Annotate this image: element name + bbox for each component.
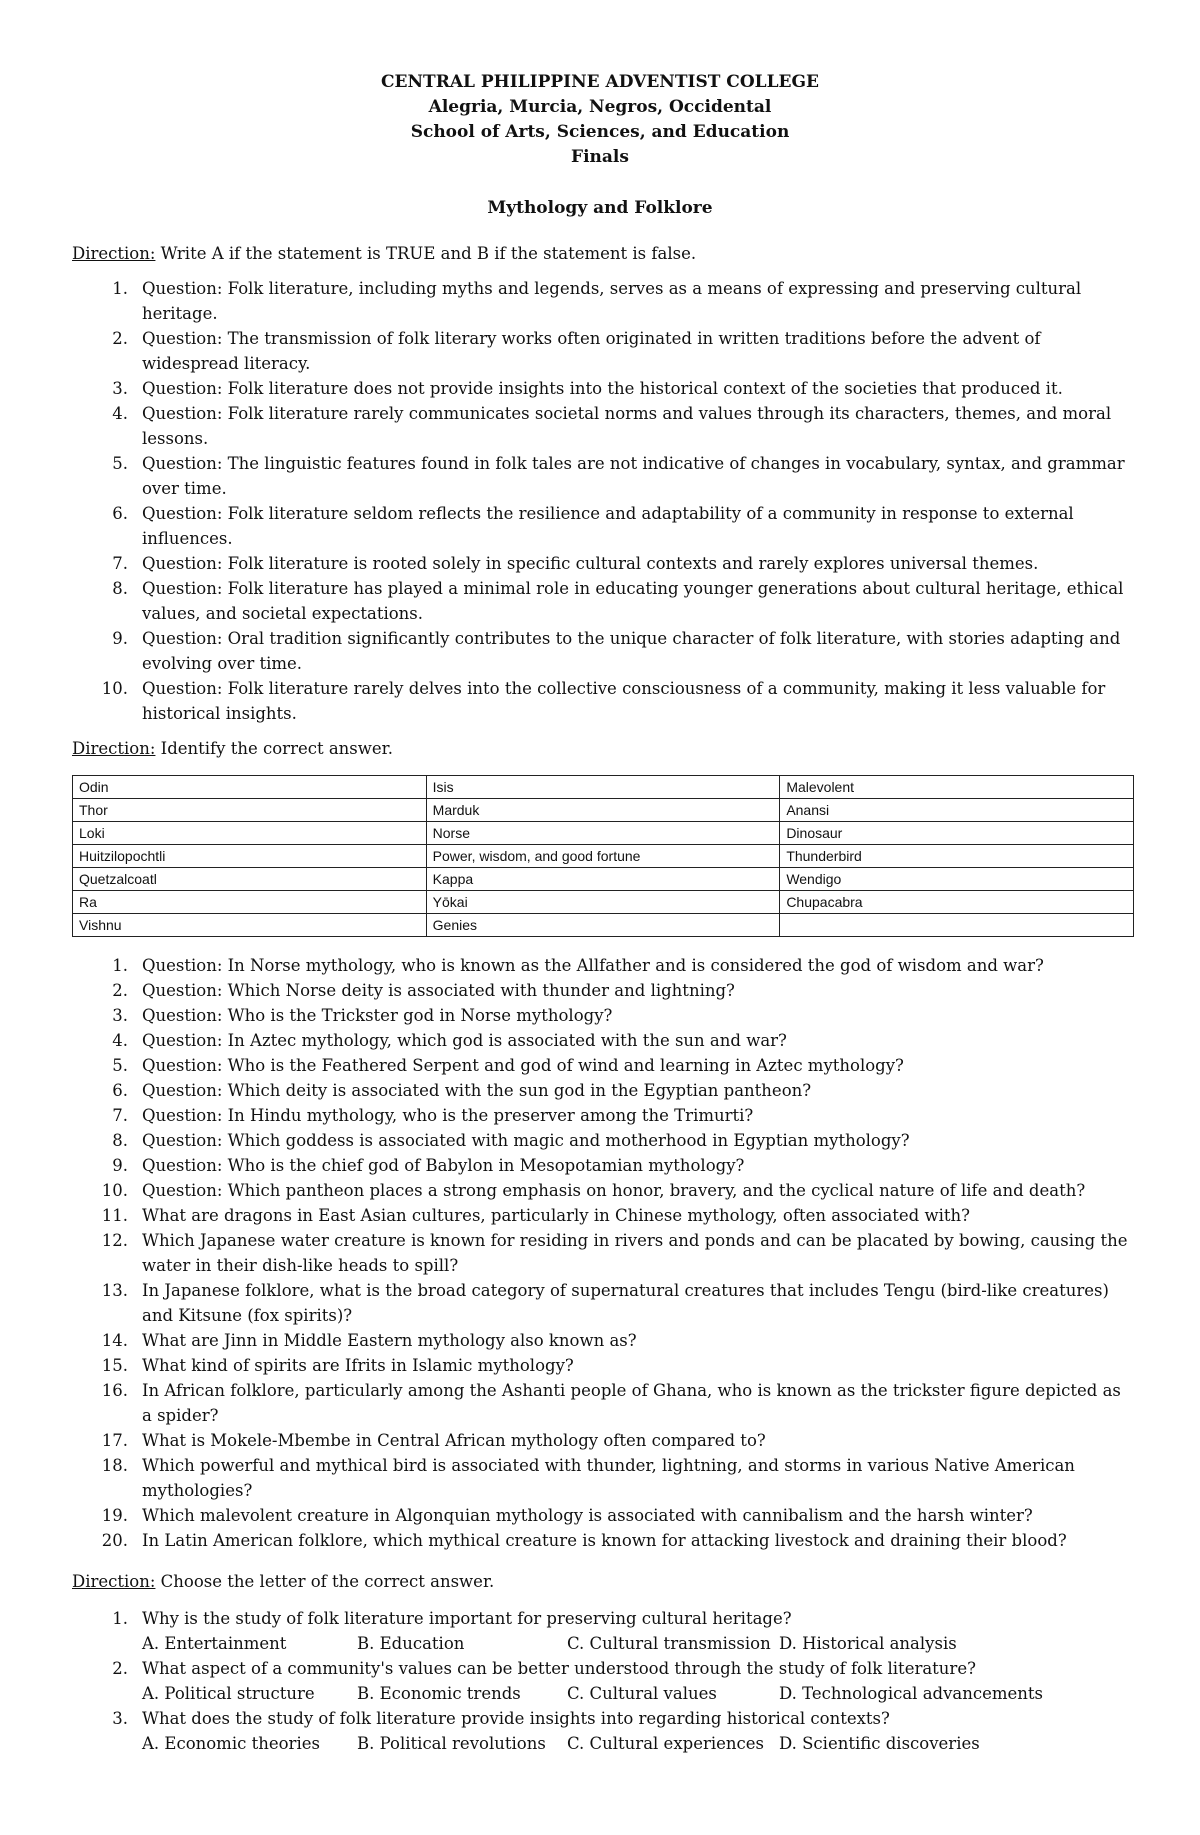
part3-direction bbox=[72, 1569, 494, 1594]
question-item bbox=[72, 953, 1132, 978]
question-number: 12. bbox=[101, 1231, 128, 1250]
question-text: Question: Which Norse deity is associated with thunder and lightning? bbox=[142, 981, 735, 1000]
identification-questions bbox=[72, 953, 1132, 1553]
question-number: 5. bbox=[112, 1056, 128, 1075]
question-text: Question: Folk literature is rooted solely in specific cultural contexts and rarely explores universal themes. bbox=[142, 554, 1039, 573]
question-text: What aspect of a community's values can be better understood through the study of folk literature? bbox=[142, 1659, 976, 1678]
table-cell: Isis bbox=[426, 776, 780, 799]
direction-label: Direction: bbox=[72, 739, 156, 758]
question-text: What is Mokele-Mbembe in Central African mythology often compared to? bbox=[142, 1431, 766, 1450]
question-number: 19. bbox=[101, 1506, 128, 1525]
question-number: 2. bbox=[112, 329, 128, 348]
question-number: 16. bbox=[101, 1381, 128, 1400]
direction-text: Choose the letter of the correct answer. bbox=[155, 1572, 495, 1591]
question-number: 13. bbox=[101, 1281, 128, 1300]
table-cell: Vishnu bbox=[73, 914, 427, 937]
table-cell: Ra bbox=[73, 891, 427, 914]
question-item bbox=[72, 1228, 1132, 1278]
question-item bbox=[72, 1203, 1132, 1228]
question-item bbox=[72, 551, 1132, 576]
answer-choice: A. Political structure bbox=[142, 1684, 315, 1703]
question-text: Which Japanese water creature is known for residing in rivers and ponds and can be placated by bowing, causing the water in their dish-like heads to spill? bbox=[142, 1231, 1128, 1275]
table-cell: Anansi bbox=[780, 799, 1134, 822]
question-text: Question: In Aztec mythology, which god is associated with the sun and war? bbox=[142, 1031, 787, 1050]
question-text: Question: Who is the chief god of Babylon in Mesopotamian mythology? bbox=[142, 1156, 745, 1175]
subject-title: Mythology and Folklore bbox=[487, 198, 713, 218]
question-item bbox=[72, 1078, 1132, 1103]
question-number: 3. bbox=[112, 1006, 128, 1025]
answer-choices bbox=[142, 1681, 1132, 1706]
question-text: What does the study of folk literature provide insights into regarding historical contexts? bbox=[142, 1709, 890, 1728]
question-number: 18. bbox=[101, 1456, 128, 1475]
question-number: 11. bbox=[101, 1206, 128, 1225]
question-number: 1. bbox=[112, 279, 128, 298]
question-item bbox=[72, 1656, 1132, 1706]
question-number: 20. bbox=[101, 1531, 128, 1550]
multiple-choice-questions bbox=[72, 1606, 1132, 1756]
question-item bbox=[72, 1503, 1132, 1528]
question-item bbox=[72, 1003, 1132, 1028]
question-item bbox=[72, 401, 1132, 451]
table-cell: Marduk bbox=[426, 799, 780, 822]
question-number: 3. bbox=[112, 379, 128, 398]
question-text: Why is the study of folk literature important for preserving cultural heritage? bbox=[142, 1609, 792, 1628]
table-row bbox=[73, 868, 1134, 891]
question-text: Question: Folk literature seldom reflects the resilience and adaptability of a community in response to external influences. bbox=[142, 504, 1074, 548]
table-row bbox=[73, 799, 1134, 822]
answer-choices bbox=[142, 1631, 1132, 1656]
question-item bbox=[72, 1178, 1132, 1203]
table-cell: Quetzalcoatl bbox=[73, 868, 427, 891]
direction-label: Direction: bbox=[72, 244, 156, 263]
question-text: Question: Folk literature rarely delves into the collective consciousness of a community, making it less valuable for historical insights. bbox=[142, 679, 1106, 723]
question-number: 15. bbox=[101, 1356, 128, 1375]
question-item bbox=[72, 276, 1132, 326]
question-text: Question: Folk literature rarely communicates societal norms and values through its characters, themes, and moral lessons. bbox=[142, 404, 1112, 448]
question-item bbox=[72, 1353, 1132, 1378]
answer-choice: A. Economic theories bbox=[142, 1734, 320, 1753]
answer-choice: D. Scientific discoveries bbox=[779, 1734, 980, 1753]
question-number: 7. bbox=[112, 1106, 128, 1125]
question-text: Question: Which pantheon places a strong emphasis on honor, bravery, and the cyclical nature of life and death? bbox=[142, 1181, 1086, 1200]
question-number: 14. bbox=[101, 1331, 128, 1350]
answer-bank-table bbox=[72, 775, 1134, 937]
question-text: Which malevolent creature in Algonquian mythology is associated with cannibalism and the harsh winter? bbox=[142, 1506, 1033, 1525]
direction-text: Write A if the statement is TRUE and B if the statement is false. bbox=[155, 244, 697, 263]
question-item bbox=[72, 1706, 1132, 1756]
table-row bbox=[73, 914, 1134, 937]
question-text: Question: Folk literature has played a minimal role in educating younger generations about cultural heritage, ethical values, and societal expectations. bbox=[142, 579, 1124, 623]
table-row bbox=[73, 845, 1134, 868]
question-number: 8. bbox=[112, 1131, 128, 1150]
table-cell: Odin bbox=[73, 776, 427, 799]
table-cell: Wendigo bbox=[780, 868, 1134, 891]
question-number: 5. bbox=[112, 454, 128, 473]
question-number: 3. bbox=[112, 1709, 128, 1728]
school-name: CENTRAL PHILIPPINE ADVENTIST COLLEGE bbox=[381, 72, 819, 92]
question-number: 17. bbox=[101, 1431, 128, 1450]
question-item bbox=[72, 1278, 1132, 1328]
question-text: Which powerful and mythical bird is associated with thunder, lightning, and storms in various Native American mythologies? bbox=[142, 1456, 1075, 1500]
question-text: Question: Which deity is associated with the sun god in the Egyptian pantheon? bbox=[142, 1081, 812, 1100]
question-item bbox=[72, 1428, 1132, 1453]
question-item bbox=[72, 1028, 1132, 1053]
answer-choice: B. Education bbox=[357, 1634, 465, 1653]
question-item bbox=[72, 676, 1132, 726]
question-number: 6. bbox=[112, 1081, 128, 1100]
answer-choice: C. Cultural transmission bbox=[567, 1634, 771, 1653]
question-text: Question: Who is the Feathered Serpent and god of wind and learning in Aztec mythology? bbox=[142, 1056, 904, 1075]
question-text: What are Jinn in Middle Eastern mythology also known as? bbox=[142, 1331, 637, 1350]
part1-direction bbox=[72, 241, 696, 266]
table-cell: Huitzilopochtli bbox=[73, 845, 427, 868]
question-number: 7. bbox=[112, 554, 128, 573]
question-number: 9. bbox=[112, 629, 128, 648]
question-number: 1. bbox=[112, 956, 128, 975]
question-item bbox=[72, 1153, 1132, 1178]
question-item bbox=[72, 501, 1132, 551]
question-text: What are dragons in East Asian cultures, particularly in Chinese mythology, often associated with? bbox=[142, 1206, 970, 1225]
question-number: 9. bbox=[112, 1156, 128, 1175]
question-text: In Latin American folklore, which mythical creature is known for attacking livestock and draining their blood? bbox=[142, 1531, 1067, 1550]
answer-choice: B. Economic trends bbox=[357, 1684, 521, 1703]
table-cell: Yōkai bbox=[426, 891, 780, 914]
question-number: 6. bbox=[112, 504, 128, 523]
question-item bbox=[72, 1128, 1132, 1153]
question-text: Question: Which goddess is associated with magic and motherhood in Egyptian mythology? bbox=[142, 1131, 910, 1150]
table-cell: Thor bbox=[73, 799, 427, 822]
question-item bbox=[72, 326, 1132, 376]
question-text: Question: The transmission of folk literary works often originated in written traditions before the advent of widespread literacy. bbox=[142, 329, 1041, 373]
question-number: 2. bbox=[112, 981, 128, 1000]
question-item bbox=[72, 1053, 1132, 1078]
answer-choice: A. Entertainment bbox=[142, 1634, 287, 1653]
table-cell: Power, wisdom, and good fortune bbox=[426, 845, 780, 868]
answer-choice: B. Political revolutions bbox=[357, 1734, 546, 1753]
question-number: 10. bbox=[101, 679, 128, 698]
answer-choice: D. Technological advancements bbox=[779, 1684, 1044, 1703]
answer-choice: C. Cultural experiences bbox=[567, 1734, 764, 1753]
question-text: Question: The linguistic features found in folk tales are not indicative of changes in vocabulary, syntax, and grammar over time. bbox=[142, 454, 1125, 498]
question-item bbox=[72, 1453, 1132, 1503]
table-row bbox=[73, 776, 1134, 799]
school-address: Alegria, Murcia, Negros, Occidental bbox=[428, 97, 772, 117]
question-item bbox=[72, 451, 1132, 501]
table-cell: Malevolent bbox=[780, 776, 1134, 799]
question-number: 2. bbox=[112, 1659, 128, 1678]
question-number: 10. bbox=[101, 1181, 128, 1200]
exam-type: Finals bbox=[571, 147, 629, 167]
part2-direction bbox=[72, 736, 393, 761]
table-row bbox=[73, 822, 1134, 845]
question-text: Question: In Norse mythology, who is known as the Allfather and is considered the god of wisdom and war? bbox=[142, 956, 1044, 975]
true-false-questions bbox=[72, 276, 1132, 726]
question-text: Question: In Hindu mythology, who is the preserver among the Trimurti? bbox=[142, 1106, 754, 1125]
table-cell: Kappa bbox=[426, 868, 780, 891]
question-item bbox=[72, 576, 1132, 626]
question-number: 8. bbox=[112, 579, 128, 598]
answer-choice: D. Historical analysis bbox=[779, 1634, 957, 1653]
question-item bbox=[72, 1103, 1132, 1128]
department: School of Arts, Sciences, and Education bbox=[410, 122, 790, 142]
question-text: In African folklore, particularly among the Ashanti people of Ghana, who is known as the trickster figure depicted as a spider? bbox=[142, 1381, 1121, 1425]
question-item bbox=[72, 1606, 1132, 1656]
table-cell: Genies bbox=[426, 914, 780, 937]
table-cell: Thunderbird bbox=[780, 845, 1134, 868]
table-cell: Chupacabra bbox=[780, 891, 1134, 914]
table-row bbox=[73, 891, 1134, 914]
answer-choices bbox=[142, 1731, 1132, 1756]
question-item bbox=[72, 978, 1132, 1003]
question-text: Question: Who is the Trickster god in Norse mythology? bbox=[142, 1006, 613, 1025]
question-text: In Japanese folklore, what is the broad category of supernatural creatures that includes Tengu (bird-like creatures) and Kitsune (fox spirits)? bbox=[142, 1281, 1109, 1325]
question-number: 4. bbox=[112, 1031, 128, 1050]
question-number: 1. bbox=[112, 1609, 128, 1628]
table-cell: Norse bbox=[426, 822, 780, 845]
table-cell: Dinosaur bbox=[780, 822, 1134, 845]
question-item bbox=[72, 1378, 1132, 1428]
direction-text: Identify the correct answer. bbox=[155, 739, 393, 758]
table-cell: Loki bbox=[73, 822, 427, 845]
question-text: What kind of spirits are Ifrits in Islamic mythology? bbox=[142, 1356, 574, 1375]
direction-label: Direction: bbox=[72, 1572, 156, 1591]
question-item bbox=[72, 1328, 1132, 1353]
answer-choice: C. Cultural values bbox=[567, 1684, 717, 1703]
question-text: Question: Folk literature, including myths and legends, serves as a means of expressing and preserving cultural heritage. bbox=[142, 279, 1082, 323]
question-item bbox=[72, 626, 1132, 676]
table-cell bbox=[780, 914, 1134, 937]
question-item bbox=[72, 376, 1132, 401]
question-item bbox=[72, 1528, 1132, 1553]
question-text: Question: Oral tradition significantly contributes to the unique character of folk literature, with stories adapting and evolving over time. bbox=[142, 629, 1121, 673]
question-text: Question: Folk literature does not provide insights into the historical context of the societies that produced it. bbox=[142, 379, 1063, 398]
question-number: 4. bbox=[112, 404, 128, 423]
